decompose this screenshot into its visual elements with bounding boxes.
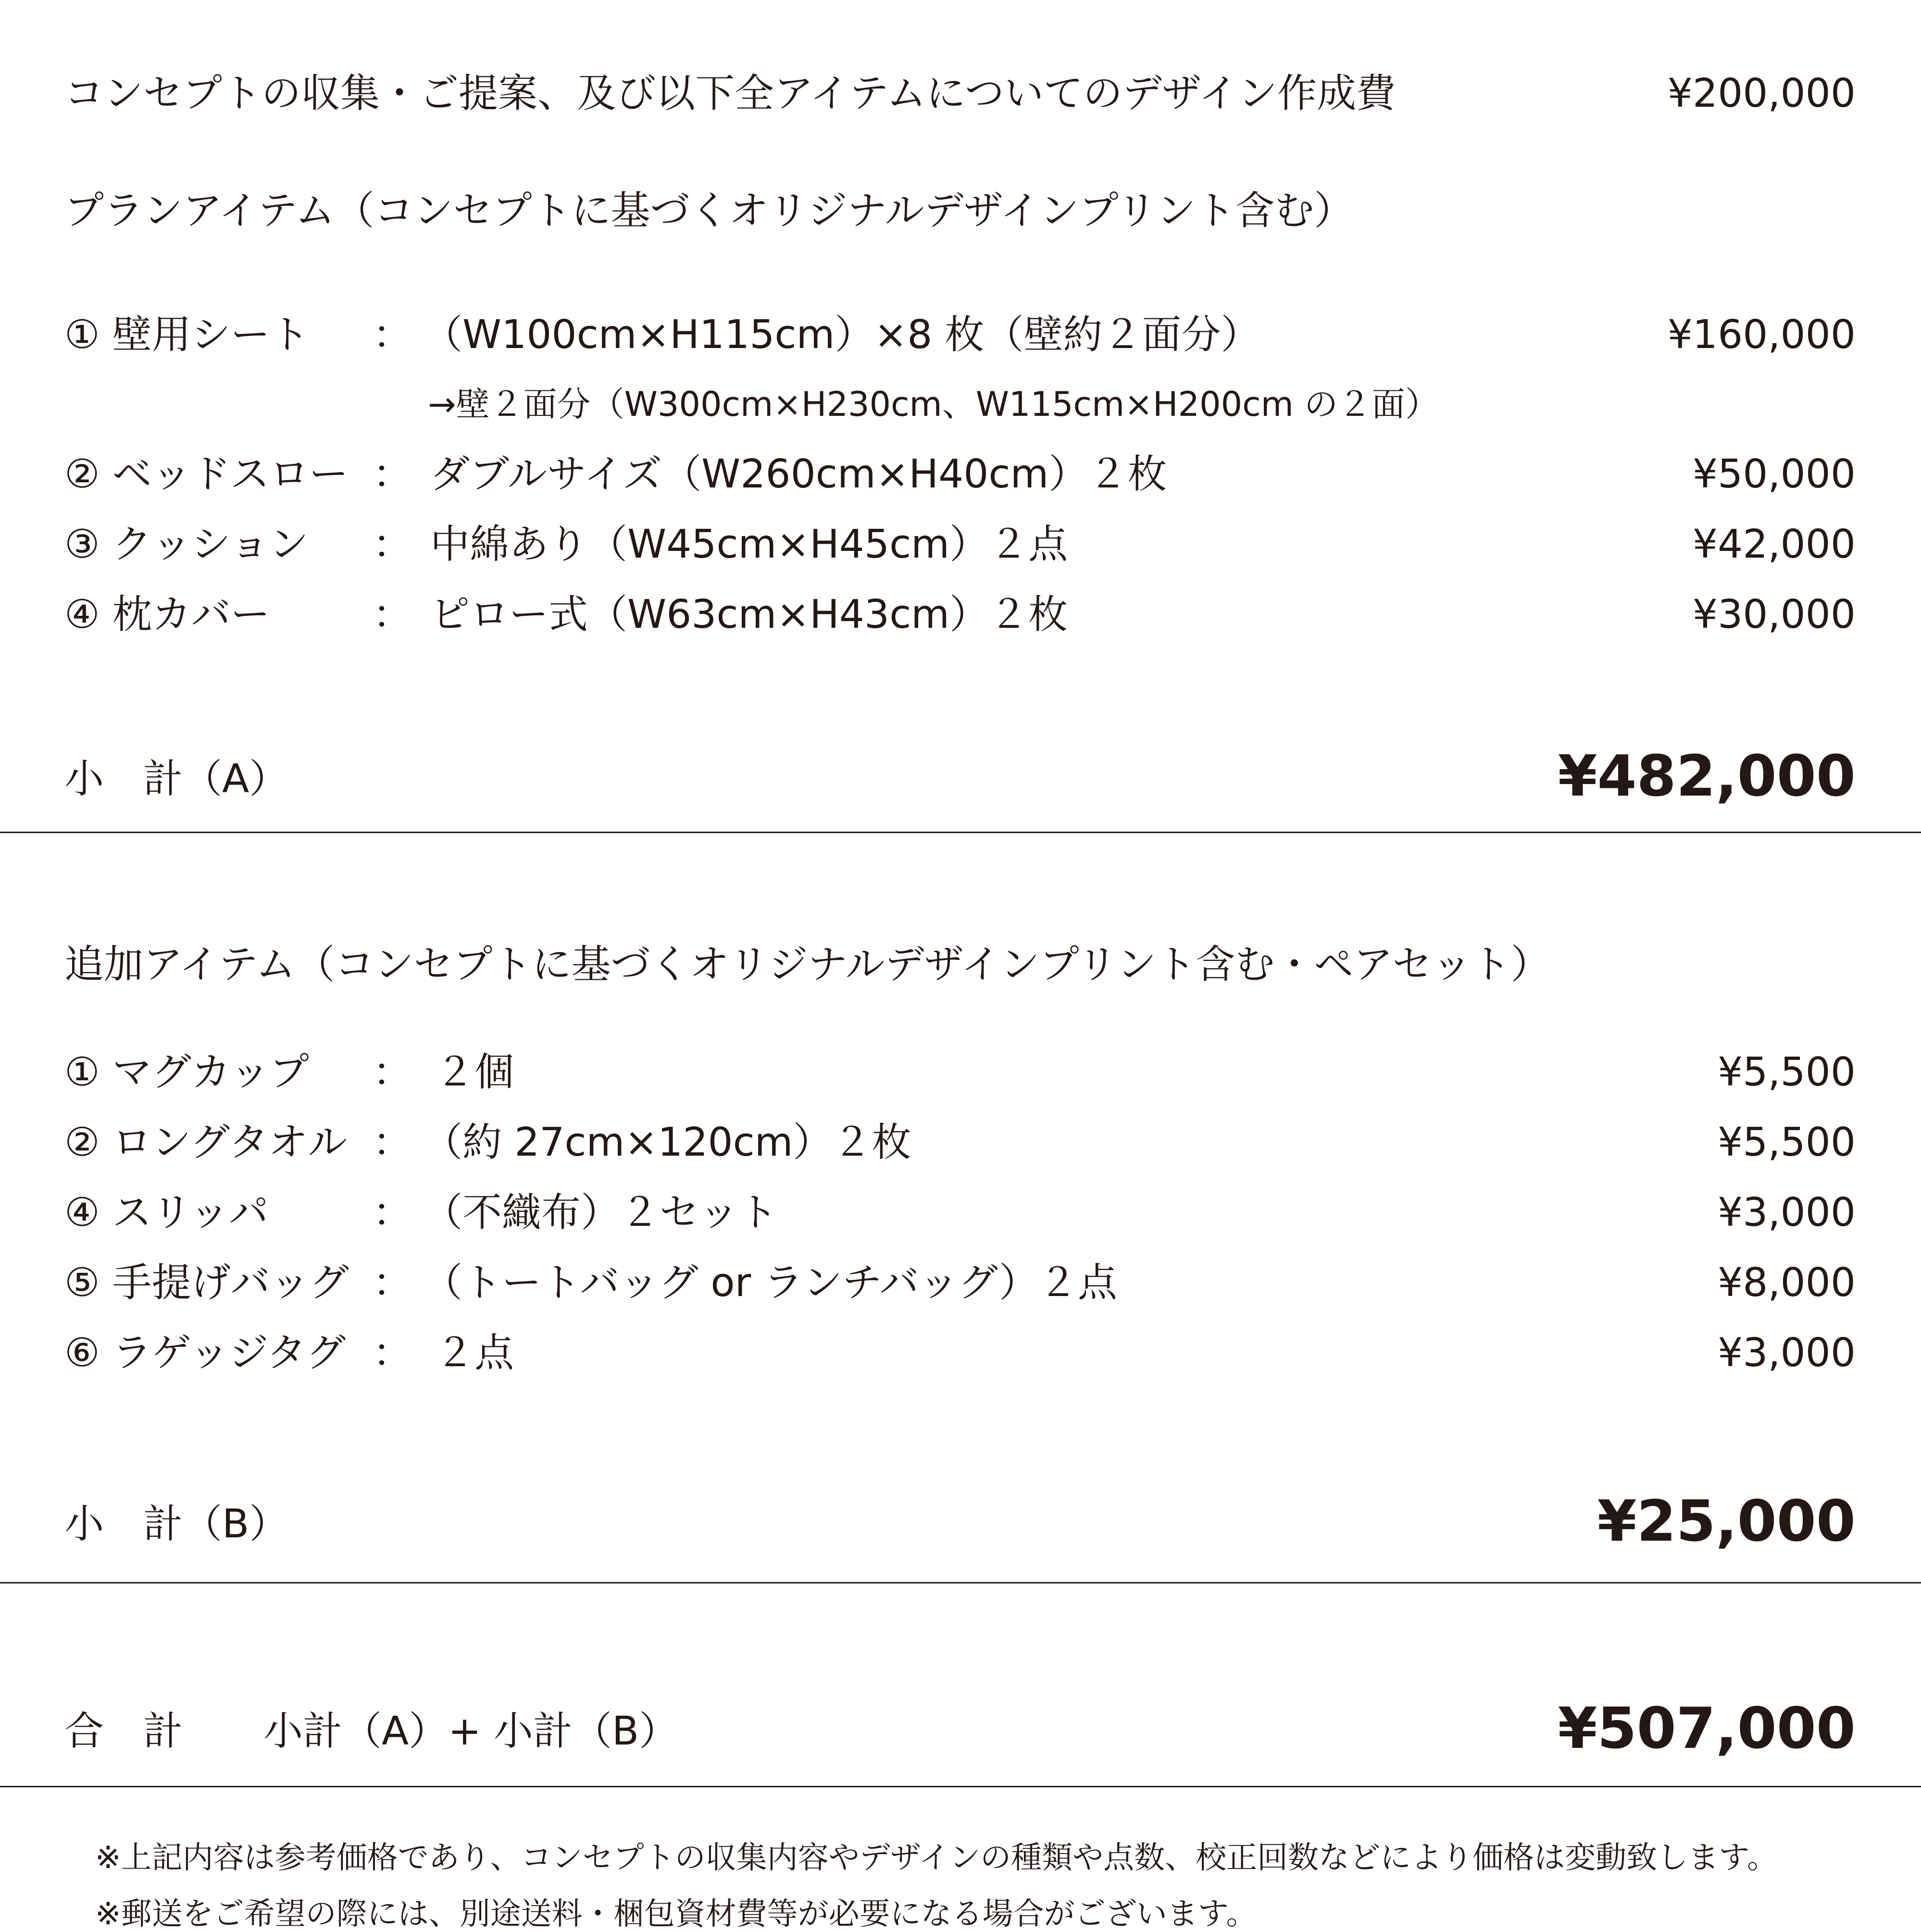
- divider: [0, 832, 1921, 833]
- item-name: ② ベッドスロー: [64, 451, 349, 497]
- subtotal-b-amount: ¥25,000: [1597, 1488, 1856, 1554]
- item-colon: ：: [373, 312, 412, 358]
- item-description: 中綿あり（W45cm×H45cm）２点: [430, 522, 1068, 567]
- subtotal-a-amount: ¥482,000: [1558, 743, 1856, 809]
- item-description: （不織布）２セット: [423, 1190, 778, 1235]
- design-fee-price: ¥200,000: [1667, 71, 1856, 116]
- item-description: ２個: [435, 1049, 514, 1095]
- subtotal-a-label: 小 計（A）: [64, 756, 289, 802]
- item-colon: ：: [373, 1190, 412, 1235]
- item-name: ④ スリッパ: [64, 1190, 269, 1235]
- item-colon: ：: [373, 1049, 412, 1095]
- item-name: ① マグカップ: [64, 1049, 309, 1095]
- item-colon: ：: [373, 522, 412, 567]
- item-description: ピロー式（W63cm×H43cm）２枚: [430, 592, 1068, 637]
- item-colon: ：: [373, 592, 412, 637]
- item-price: ¥3,000: [1718, 1330, 1856, 1376]
- item-name: ⑥ ラゲッジタグ: [64, 1330, 346, 1376]
- divider: [0, 1786, 1921, 1787]
- item-colon: ：: [373, 1330, 412, 1376]
- item-description: （W100cm×H115cm）×8 枚（壁約２面分）: [423, 312, 1260, 358]
- item-note: →壁２面分（W300cm×H230cm、W115cm×H200cm の２面）: [428, 385, 1439, 424]
- item-price: ¥50,000: [1692, 451, 1856, 497]
- item-name: ⑤ 手提げバッグ: [64, 1260, 349, 1306]
- item-description: （約 27cm×120cm）２枚: [423, 1120, 911, 1165]
- item-price: ¥3,000: [1718, 1190, 1856, 1235]
- item-name: ③ クッション: [64, 522, 309, 567]
- item-price: ¥42,000: [1692, 522, 1856, 567]
- item-colon: ：: [373, 1260, 412, 1306]
- item-name: ④ 枕カバー: [64, 592, 270, 637]
- total-label: 合 計: [64, 1708, 183, 1754]
- item-price: ¥5,500: [1718, 1049, 1856, 1095]
- plan-heading: プランアイテム（コンセプトに基づくオリジナルデザインプリント含む）: [64, 188, 1354, 234]
- item-name: ② ロングタオル: [64, 1120, 348, 1165]
- item-price: ¥5,500: [1718, 1120, 1856, 1165]
- item-price: ¥8,000: [1718, 1260, 1856, 1306]
- total-formula: 小計（A）+ 小計（B）: [263, 1708, 679, 1754]
- additional-heading: 追加アイテム（コンセプトに基づくオリジナルデザインプリント含む・ペアセット）: [64, 942, 1550, 987]
- subtotal-b-label: 小 計（B）: [64, 1501, 289, 1547]
- item-price: ¥30,000: [1692, 592, 1856, 637]
- item-colon: ：: [373, 451, 412, 497]
- divider: [0, 1582, 1921, 1583]
- item-colon: ：: [373, 1120, 412, 1165]
- item-name: ① 壁用シート: [64, 312, 310, 358]
- item-description: ２点: [435, 1330, 514, 1376]
- note-price-disclaimer: ※上記内容は参考価格であり、コンセプトの収集内容やデザインの種類や点数、校正回数などにより価格は変動致します。: [95, 1840, 1778, 1876]
- design-fee-label: コンセプトの収集・ご提案、及び以下全アイテムについてのデザイン作成費: [64, 71, 1396, 116]
- note-shipping: ※郵送をご希望の際には、別途送料・梱包資材費等が必要になる場合がございます。: [95, 1896, 1257, 1932]
- total-amount: ¥507,000: [1558, 1695, 1856, 1761]
- item-price: ¥160,000: [1667, 312, 1856, 358]
- item-description: （トートバッグ or ランチバッグ）２点: [423, 1260, 1117, 1306]
- item-description: ダブルサイズ（W260cm×H40cm）２枚: [430, 451, 1167, 497]
